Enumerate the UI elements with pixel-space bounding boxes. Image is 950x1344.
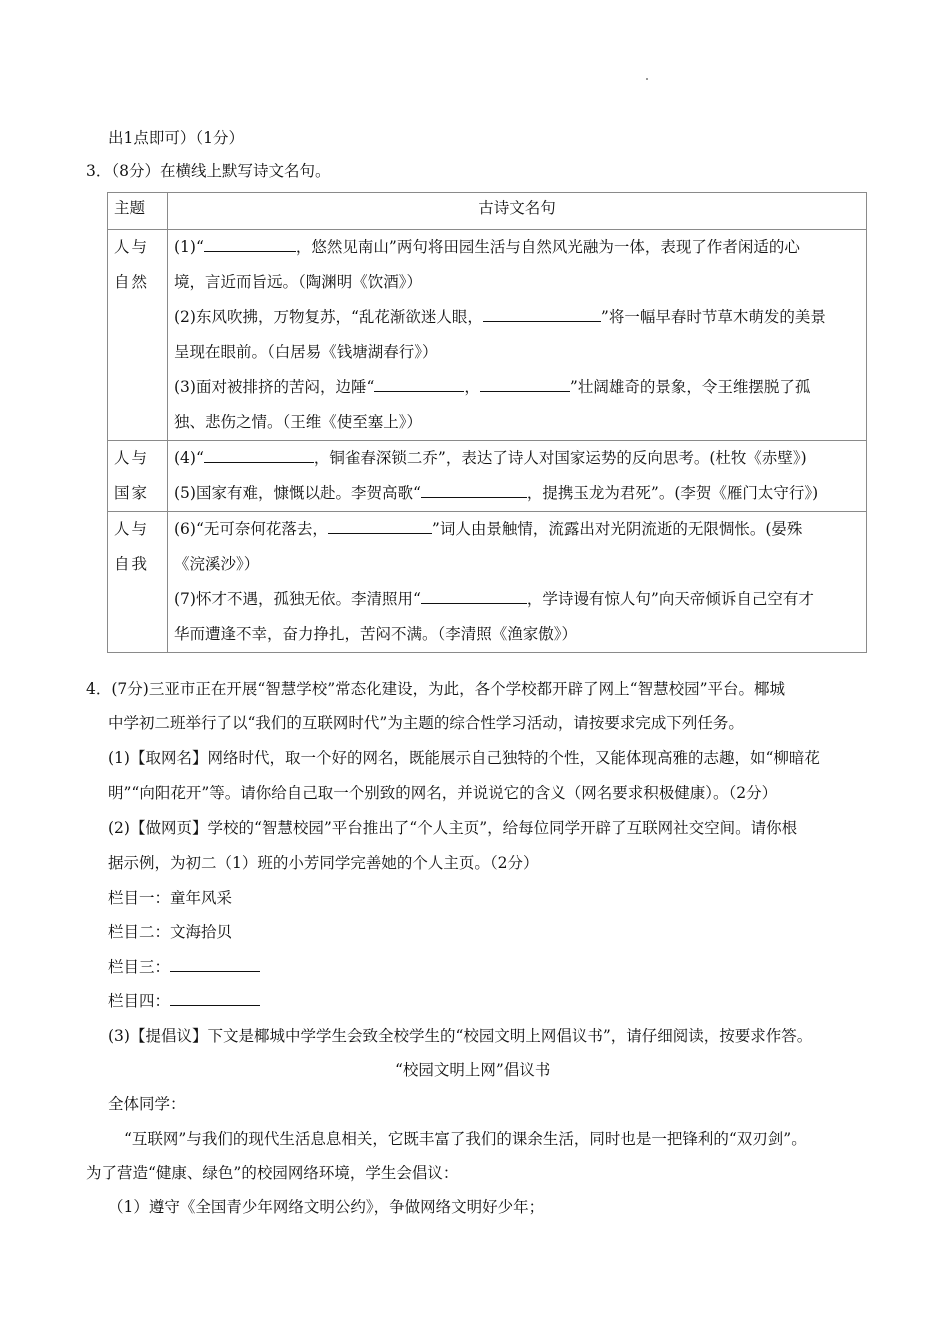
answer-blank[interactable] — [480, 377, 570, 392]
answer-blank[interactable] — [170, 991, 260, 1006]
line-3: (3)面对被排挤的苦闷，边陲“ ， ”壮阔雄奇的景象，令王维摆脱了孤 — [174, 378, 811, 396]
line-4: (4)“ ，铜雀春深锁二乔”，表达了诗人对国家运势的反向思考。(杜牧《赤壁》) — [174, 449, 807, 467]
header-poems: 古诗文名句 — [168, 193, 867, 230]
row-lines — [168, 230, 867, 441]
q3-stem: 3．（8分）在横线上默写诗文名句。 — [86, 162, 331, 180]
answer-blank[interactable] — [374, 377, 464, 392]
line-1: (1)“ ，悠然见南山”两句将田园生活与自然风光融为一体，表现了作者闲适的心 — [174, 238, 800, 256]
line-3-cont: 独、悲伤之情。（王维《使至塞上》） — [174, 413, 423, 431]
row-lines — [168, 441, 867, 512]
column-1: 栏目一：童年风采 — [108, 889, 233, 907]
continued-line: 出1点即可）（1分） — [108, 129, 244, 147]
row-theme: 人与自我 — [108, 512, 168, 653]
line-5: (5)国家有难，慷慨以赴。李贺高歌“ ，提携玉龙为君死”。(李贺《雁门太守行》) — [174, 484, 819, 502]
answer-blank[interactable] — [483, 307, 601, 322]
poem-table — [107, 192, 867, 653]
line-7-cont: 华而遭逢不幸，奋力挣扎，苦闷不满。（李清照《渔家傲》） — [174, 625, 578, 643]
table-row — [108, 512, 867, 653]
letter-body-1: “互联网”与我们的现代生活息息相关，它既丰富了我们的课余生活，同时也是一把锋利的“双刃剑”。 — [124, 1130, 807, 1148]
line-2: (2)东风吹拂，万物复苏，“乱花渐欲迷人眼， ”将一幅早春时节草木萌发的美景 — [174, 308, 826, 326]
line-1-cont: 境，言近而旨远。（陶渊明《饮酒》） — [174, 273, 423, 291]
row-lines — [168, 512, 867, 653]
column-4: 栏目四： — [108, 991, 260, 1011]
q4-stem-1: 4．(7分)三亚市正在开展“智慧学校”常态化建设，为此，各个学校都开辟了网上“智慧校园”平台。椰城 — [86, 680, 786, 698]
row-theme: 人与自然 — [108, 230, 168, 441]
header-theme: 主题 — [108, 193, 168, 230]
column-2: 栏目二：文海拾贝 — [108, 923, 233, 941]
q4-part1-2: 明”“向阳花开”等。请你给自己取一个别致的网名，并说说它的含义（网名要求积极健康）。（2分） — [108, 784, 778, 802]
scan-dot — [646, 78, 648, 80]
q4-stem-2: 中学初二班举行了以“我们的互联网时代”为主题的综合性学习活动，请按要求完成下列任务。 — [108, 714, 744, 732]
line-6-cont: 《浣溪沙》） — [174, 555, 260, 573]
answer-blank[interactable] — [204, 448, 314, 463]
answer-blank[interactable] — [204, 237, 296, 252]
q4-part1-1: (1)【取网名】网络时代，取一个好的网名，既能展示自己独特的个性，又能体现高雅的志趣，如“柳暗花 — [108, 749, 820, 767]
column-3: 栏目三： — [108, 957, 260, 977]
answer-blank[interactable] — [328, 519, 432, 534]
letter-item-1: （1）遵守《全国青少年网络文明公约》，争做网络文明好少年； — [108, 1198, 545, 1216]
letter-title: “校园文明上网”倡议书 — [395, 1061, 551, 1079]
row-theme: 人与国家 — [108, 441, 168, 512]
answer-blank[interactable] — [421, 483, 527, 498]
line-7: (7)怀才不遇，孤独无依。李清照用“ ，学诗谩有惊人句”向天帝倾诉自己空有才 — [174, 590, 814, 608]
table-row — [108, 230, 867, 441]
letter-body-2: 为了营造“健康、绿色”的校园网络环境，学生会倡议： — [86, 1164, 459, 1182]
answer-blank[interactable] — [421, 589, 527, 604]
q4-part2-1: (2)【做网页】学校的“智慧校园”平台推出了“个人主页”，给每位同学开辟了互联网社交空间。请你根 — [108, 819, 798, 837]
answer-blank[interactable] — [170, 957, 260, 972]
letter-salutation: 全体同学： — [108, 1095, 186, 1113]
table-row — [108, 441, 867, 512]
line-6: (6)“无可奈何花落去， ”词人由景触情，流露出对光阴流逝的无限惆怅。(晏殊 — [174, 520, 803, 538]
q4-part2-2: 据示例，为初二（1）班的小芳同学完善她的个人主页。（2分） — [108, 854, 539, 872]
q4-part3: (3)【提倡议】下文是椰城中学学生会致全校学生的“校园文明上网倡议书”，请仔细阅读，按要求作答。 — [108, 1027, 813, 1045]
line-2-cont: 呈现在眼前。（白居易《钱塘湖春行》） — [174, 343, 438, 361]
